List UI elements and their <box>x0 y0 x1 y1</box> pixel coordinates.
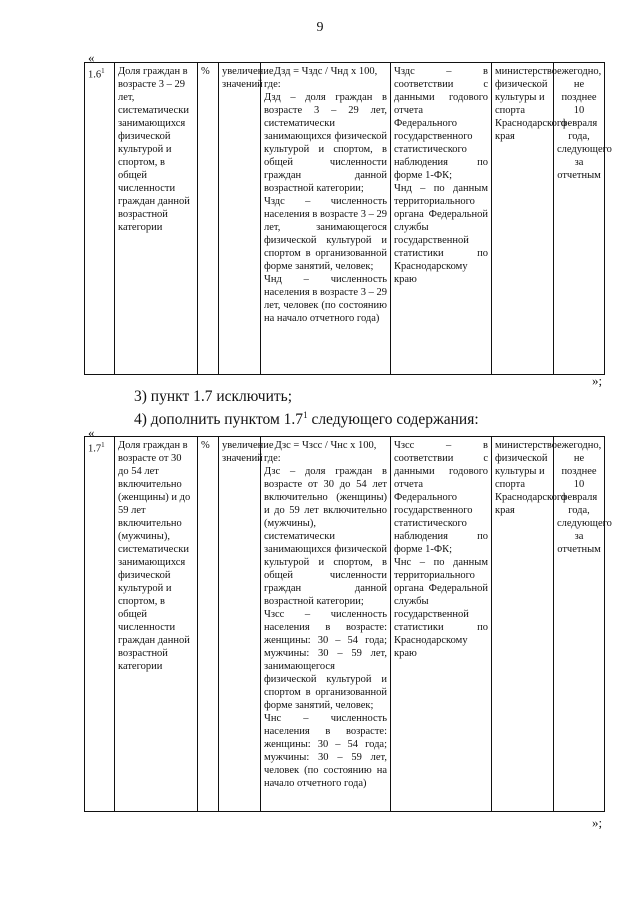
formula-line: Чнс – численность населения в возрасте: женщины: 30 – 54 года; мужчины: 30 – 59 лет, человек (по состоянию на начало отчетного года) <box>264 713 387 789</box>
opening-quote: « <box>88 50 95 65</box>
indicator-table-1-7 <box>84 436 612 812</box>
item-add-text: 4) дополнить пунктом $1.7^1$ следующего содержания: <box>134 410 479 429</box>
formula-line: Дзд = Чздс / Чнд х 100, <box>273 66 378 77</box>
source-cell <box>391 437 492 812</box>
unit-cell: % <box>198 63 219 375</box>
unit-cell: % <box>198 437 219 812</box>
deadline-cell: ежегодно, не позднее 10 февраля года, следующего за отчетным <box>554 63 605 375</box>
item-number: $1.7^1$ <box>85 437 115 812</box>
page-number: 9 <box>316 20 324 35</box>
formula-line: Чзсс – численность населения в возрасте: женщины: 30 – 54 года; мужчины: 30 – 59 лет, занимающегося физической культурой и спортом в организованной форме занятий, человек; <box>264 609 387 711</box>
source-line: Чзсс – в соответствии с данными годового отчета Федерального государственного статистического наблюдения по форме 1-ФК; <box>394 440 488 555</box>
item-delete-text: 3) пункт 1.7 исключить; <box>134 388 293 405</box>
source-line: Чнс – по данным территориального органа Федеральной службы государственной статистики по Краснодарскому краю <box>394 557 488 659</box>
item-number: $1.6^1$ <box>85 63 115 375</box>
formula-line: Дзс = Чзсс / Чнс х 100, <box>274 440 377 451</box>
opening-quote: « <box>88 425 95 440</box>
closing-quote: »; <box>592 373 603 388</box>
formula-cell <box>261 63 391 375</box>
formula-line: где: <box>264 79 281 90</box>
deadline-cell: ежегодно, не позднее 10 февраля года, следующего за отчетным <box>554 437 605 812</box>
responsible-cell: министерство физической культуры и спорта Краснодарского края <box>492 63 554 375</box>
indicator-name: Доля граждан в возрасте от 30 до 54 лет включительно (женщины) и до 59 лет включительно (мужчины), систематически занимающихся физической культурой и спортом, в общей численности граждан данной возрастной категории <box>115 437 198 812</box>
table-row <box>85 437 605 812</box>
indicator-table-1-6 <box>84 62 612 375</box>
source-cell <box>391 63 492 375</box>
direction-cell: увеличение значений <box>219 437 261 812</box>
formula-line: где: <box>264 453 281 464</box>
indicator-name: Доля граждан в возрасте 3 – 29 лет, систематически занимающихся физической культурой и спортом, в общей численности граждан данной возрастной категории <box>115 63 198 375</box>
source-line: Чнд – по данным территориального органа Федеральной службы государственной статистики по Краснодарскому краю <box>394 183 488 285</box>
closing-quote: »; <box>592 815 603 830</box>
direction-cell: увеличение значений <box>219 63 261 375</box>
formula-line: Дзс – доля граждан в возрасте от 30 до 54 лет включительно (женщины) и до 59 лет включительно (мужчины), систематически занимающихся физической культурой и спортом, в общей численности граждан данной возрастной категории; <box>264 466 387 607</box>
formula-line: Дзд – доля граждан в возрасте 3 – 29 лет, систематически занимающихся физической культурой и спортом, в общей численности граждан данной возрастной категории; <box>264 92 387 194</box>
formula-line: Чздс – численность населения в возрасте 3 – 29 лет, занимающегося физической культурой и спортом в организованной форме занятий, человек; <box>264 196 387 272</box>
table-row <box>85 63 605 375</box>
source-line: Чздс – в соответствии с данными годового отчета Федерального государственного статистического наблюдения по форме 1-ФК; <box>394 66 488 181</box>
responsible-cell: министерство физической культуры и спорта Краснодарского края <box>492 437 554 812</box>
formula-line: Чнд – численность населения в возрасте 3 – 29 лет, человек (по состоянию на начало отчетного года) <box>264 274 387 324</box>
formula-cell <box>261 437 391 812</box>
